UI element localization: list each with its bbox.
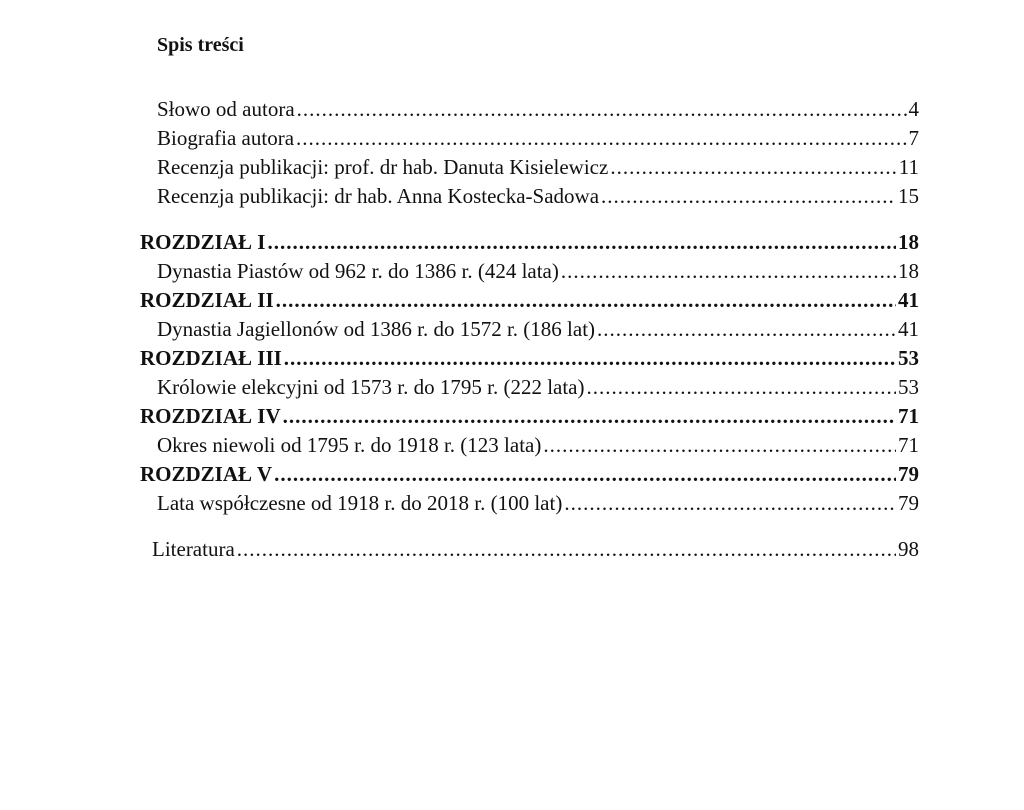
toc-entry-bibliography[interactable]	[152, 535, 919, 564]
toc-chapter-label: ROZDZIAŁ III	[140, 346, 282, 370]
toc-section-label: Królowie elekcyjni od 1573 r. do 1795 r. (222 lata)	[157, 375, 585, 399]
dot-leader	[597, 315, 896, 344]
toc-entry-page: 4	[908, 97, 919, 121]
toc-section-label: Dynastia Piastów od 962 r. do 1386 r. (424 lata)	[157, 259, 559, 283]
toc-entry-label: Literatura	[152, 537, 235, 561]
dot-leader	[283, 402, 896, 431]
toc-section-page: 53	[898, 375, 919, 399]
toc-chapter-2[interactable]	[140, 286, 919, 315]
toc-section-5[interactable]	[157, 489, 919, 518]
toc-entry-page: 98	[898, 537, 919, 561]
toc-entry-label: Biografia autora	[157, 126, 295, 150]
dot-leader	[274, 460, 896, 489]
dot-leader	[267, 228, 896, 257]
toc-section-label: Okres niewoli od 1795 r. do 1918 r. (123 lata)	[157, 433, 542, 457]
toc-section-page: 18	[898, 259, 919, 283]
toc-entry-page: 11	[898, 155, 919, 179]
toc-entry-page: 7	[908, 126, 919, 150]
toc-chapter-page: 53	[898, 346, 919, 370]
dot-leader	[237, 535, 896, 564]
toc-section-label: Lata współczesne od 1918 r. do 2018 r. (100 lat)	[157, 491, 563, 515]
toc-section-page: 79	[898, 491, 919, 515]
dot-leader	[561, 257, 896, 286]
toc-section-page: 71	[898, 433, 919, 457]
toc-entry-biography[interactable]	[157, 124, 919, 153]
toc-chapter-page: 18	[898, 230, 919, 254]
toc-section-4[interactable]	[157, 431, 919, 460]
dot-leader	[276, 286, 896, 315]
dot-leader	[543, 431, 896, 460]
toc-entry-review-kisielewicz[interactable]	[157, 153, 919, 182]
toc-chapter-label: ROZDZIAŁ II	[140, 288, 274, 312]
toc-section-3[interactable]	[157, 373, 919, 402]
dot-leader	[587, 373, 897, 402]
dot-leader	[297, 95, 907, 124]
toc-chapter-page: 71	[898, 404, 919, 428]
toc-section-2[interactable]	[157, 315, 919, 344]
toc-chapter-1[interactable]	[140, 228, 919, 257]
dot-leader	[610, 153, 896, 182]
toc-chapter-page: 41	[898, 288, 919, 312]
dot-leader	[284, 344, 896, 373]
toc-chapter-label: ROZDZIAŁ V	[140, 462, 273, 486]
toc-chapter-3[interactable]	[140, 344, 919, 373]
dot-leader	[296, 124, 906, 153]
toc-chapter-label: ROZDZIAŁ IV	[140, 404, 281, 428]
toc-entry-page: 15	[898, 184, 919, 208]
toc-entry-label: Słowo od autora	[157, 97, 295, 121]
dot-leader	[601, 182, 896, 211]
toc-chapter-5[interactable]	[140, 460, 919, 489]
toc-chapter-label: ROZDZIAŁ I	[140, 230, 266, 254]
toc-entry-label: Recenzja publikacji: dr hab. Anna Kostecka-Sadowa	[157, 184, 600, 208]
toc-chapter-4[interactable]	[140, 402, 919, 431]
toc-entry-foreword[interactable]	[157, 95, 919, 124]
dot-leader	[564, 489, 896, 518]
toc-entry-review-kostecka-sadowa[interactable]	[157, 182, 919, 211]
toc-section-label: Dynastia Jagiellonów od 1386 r. do 1572 r. (186 lat)	[157, 317, 596, 341]
toc-chapter-page: 79	[898, 462, 919, 486]
toc-section-page: 41	[898, 317, 919, 341]
toc-entry-label: Recenzja publikacji: prof. dr hab. Danuta Kisielewicz	[157, 155, 609, 179]
toc-title: Spis treści	[157, 34, 244, 56]
toc-section-1[interactable]	[157, 257, 919, 286]
